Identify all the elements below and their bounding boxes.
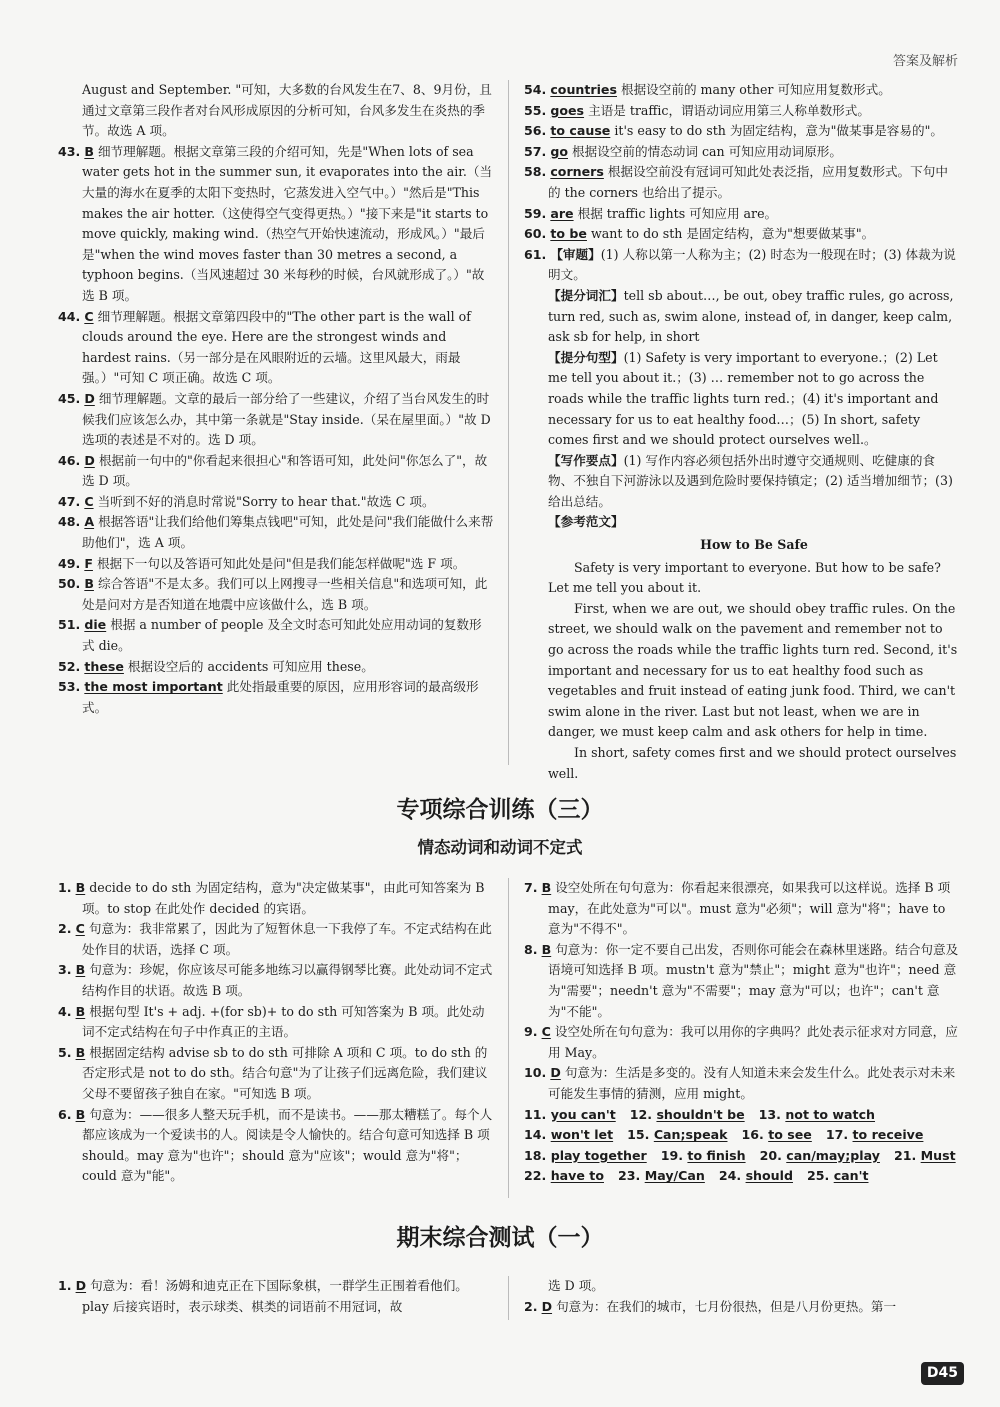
label-juxing: 【提分句型】 <box>548 349 624 365</box>
cihui-block <box>524 286 960 348</box>
explanation-text: 根据设空前的情态动词 can 可知应用动词原形。 <box>572 143 842 159</box>
answer-key: shouldn't be <box>656 1106 745 1122</box>
item-number: 7. <box>524 880 538 895</box>
left-column-section3 <box>58 1276 494 1317</box>
item-number: 57. <box>524 143 547 159</box>
answer-item <box>58 142 494 307</box>
explanation-text: 细节理解题。文章的最后一部分给了一些建议，介绍了当台风发生的时候我们应该怎么办，其中第一条就是"Stay inside.（呆在屋里面。）"故 D 选项的表述是不对的。选 D 项。 <box>82 390 491 448</box>
explanation-text: 此处指最重要的原因，应用形容词的最高级形式。 <box>82 679 479 715</box>
answer-key: can/may;play <box>786 1147 880 1163</box>
explanation-text: 根据设空后的 accidents 可知应用 these。 <box>127 658 374 674</box>
item-number: 9. <box>524 1024 538 1040</box>
short-answer <box>524 1166 604 1187</box>
answer-key: B <box>75 962 86 978</box>
item-number: 8. <box>524 941 538 957</box>
answer-item <box>58 1002 494 1043</box>
answer-list <box>524 1297 960 1318</box>
answer-item <box>524 101 960 122</box>
explanation-text: want to do sth 是固定结构，意为"想要做某事"。 <box>590 226 875 242</box>
answer-key: B <box>84 576 94 592</box>
explanation-text: 综合答语"不是太多。我们可以上网搜寻一些相关信息"和选项可知，此处是问对方是否知道在地震中应该做什么，选 B 项。 <box>82 576 488 612</box>
explanation-text: 设空处所在句句意为：你看起来很漂亮，如果我可以这样说。选择 B 项 may，在此处意为"可以"。must 意为"必须"；will 意为"将"；have to 意为"不得不"。 <box>548 880 951 937</box>
answer-item <box>524 121 960 142</box>
answer-key: goes <box>550 102 585 118</box>
answer-key: B <box>75 1003 86 1019</box>
item-number: 22. <box>524 1168 547 1184</box>
answer-item <box>58 919 494 960</box>
yaodian-text: (1) 写作内容必须包括外出时遵守交通规则、吃健康的食物、不独自下河游泳以及遇到危险时要保持镇定；(2) 适当增加细节；(3) 给出总结。 <box>548 452 953 509</box>
item-number: 10. <box>524 1065 547 1081</box>
answer-item <box>524 204 960 225</box>
essay-title: How to Be Safe <box>700 537 808 553</box>
short-answer <box>661 1146 746 1167</box>
short-answer <box>894 1146 956 1167</box>
answer-item-61 <box>524 245 960 286</box>
item-number: 45. <box>58 390 81 406</box>
answer-list <box>58 878 494 1187</box>
answer-item <box>58 960 494 1001</box>
answer-item <box>58 307 494 389</box>
explanation-text: 句意为：生活是多变的。没有人知道未来会发生什么。此处表示对未来可能发生事情的猜测，应用 might。 <box>548 1065 956 1101</box>
left-column-top <box>58 80 494 718</box>
item-number: 52. <box>58 658 81 674</box>
juxing-block <box>524 348 960 451</box>
explanation-text: 根据设空前没有冠词可知此处表泛指，应用复数形式。下句中的 the corners 也给出了提示。 <box>548 164 948 200</box>
continuation-text: 选 D 项。 <box>548 1278 604 1293</box>
shenti-text: (1) 人称以第一人称为主；(2) 时态为一般现在时；(3) 体裁为说明文。 <box>548 246 956 283</box>
answer-key: countries <box>550 82 617 97</box>
explanation-text: 句意为：——很多人整天玩手机，而不是读书。——那太糟糕了。每个人都应该成为一个爱读书的人。阅读是令人愉快的。结合句意可知选择 B 项 should。may 意为"也许"；should 意为"应该"；would 意为"将"；could 意为"能"。 <box>82 1106 493 1184</box>
explanation-text: 根据句型 It's + adj. +(for sb)+ to do sth 可知答案为 B 项。此处动词不定式结构在句子中作真正的主语。 <box>82 1003 485 1040</box>
answer-list <box>58 1276 494 1317</box>
answer-key: F <box>84 555 93 571</box>
item-number: 44. <box>58 308 81 324</box>
answer-key: you can't <box>550 1106 616 1122</box>
explanation-text: 根据固定结构 advise sb to do sth 可排除 A 项和 C 项。to do sth 的否定形式是 not to do sth。结合句意"为了让孩子们远离危险，我们建议父母不要留孩子独自在家。"可知选 B 项。 <box>82 1044 488 1101</box>
section-title: 专项综合训练（三） <box>396 797 604 823</box>
answer-key: D <box>84 452 95 468</box>
explanation-text: 主语是 traffic，谓语动词应用第三人称单数形式。 <box>588 102 870 118</box>
answer-item <box>58 554 494 575</box>
item-number: 3. <box>58 962 72 978</box>
answer-item <box>58 615 494 656</box>
answer-key: should <box>745 1168 793 1184</box>
right-column-section3 <box>524 1276 960 1317</box>
item-number: 2. <box>58 921 72 937</box>
item-number: 19. <box>660 1147 684 1163</box>
item-number: 53. <box>58 679 81 695</box>
item-number: 13. <box>758 1106 781 1122</box>
label-cihui: 【提分词汇】 <box>548 287 624 303</box>
answer-key: not to watch <box>785 1106 876 1122</box>
answer-item <box>524 1063 960 1104</box>
short-answer <box>759 1105 875 1126</box>
answer-item <box>58 1276 494 1317</box>
item-number: 17. <box>825 1127 849 1143</box>
answer-key: C <box>75 921 85 937</box>
explanation-text: 句意为：在我们的城市，七月份很热，但是八月份更热。第一 <box>556 1298 897 1314</box>
item-number: 4. <box>58 1003 72 1019</box>
short-answer <box>760 1146 880 1167</box>
item-number: 1. <box>58 880 72 895</box>
answer-key: D <box>84 390 95 406</box>
answer-key: B <box>541 941 552 957</box>
essay-paragraph-3: In short, safety comes first and we should protect ourselves well. <box>548 745 957 781</box>
item-number: 49. <box>58 555 81 571</box>
answer-key: C <box>541 1024 551 1040</box>
answer-item <box>58 451 494 492</box>
label-yaodian: 【写作要点】 <box>548 452 624 468</box>
right-column-section2 <box>524 878 960 1187</box>
explanation-text: 根据前一句中的"你看起来很担心"和答语可知，此处问"你怎么了"，故选 D 项。 <box>82 452 488 489</box>
answer-item <box>58 1105 494 1187</box>
explanation-text: 根据 traffic lights 可知应用 are。 <box>577 205 778 221</box>
item-number: 61. <box>524 246 547 262</box>
answer-item <box>58 657 494 678</box>
answer-key: B <box>75 880 86 895</box>
cihui-text: tell sb about…, be out, obey traffic rules, go across, turn red, such as, swim alone, instead of, in danger, keep calm, ask sb for help, in short <box>548 287 954 345</box>
answer-key: to receive <box>852 1127 924 1143</box>
continuation-text: August and September. "可知，大多数的台风发生在7、8、9月份，且通过文章第三段作者对台风形成原因的分析可知，台风多发生在炎热的季节。故选 A 项。 <box>82 82 492 139</box>
explanation-text: 句意为：我非常累了，因此为了短暂休息一下我停了车。不定式结构在此处作目的状语，选择 C 项。 <box>82 921 492 957</box>
answer-key: won't let <box>550 1127 614 1143</box>
explanation-text: 句意为：珍妮，你应该尽可能多地练习以赢得钢琴比赛。此处动词不定式结构作目的状语。故选 B 项。 <box>82 962 493 998</box>
explanation-text: 设空处所在句句意为：我可以用你的字典吗？此处表示征求对方同意，应用 May。 <box>548 1024 958 1060</box>
answer-key: B <box>75 1044 86 1060</box>
answer-row <box>524 1125 960 1146</box>
answer-item <box>58 574 494 615</box>
answer-key: B <box>541 880 552 895</box>
answer-key: these <box>84 658 124 674</box>
answer-key: D <box>550 1065 561 1081</box>
item-number: 11. <box>524 1106 547 1122</box>
answer-row <box>524 1105 960 1126</box>
column-divider-section3 <box>508 1276 509 1320</box>
answer-key: can't <box>833 1168 869 1184</box>
answer-key: to be <box>550 226 587 242</box>
answer-item <box>58 878 494 919</box>
answer-item <box>524 940 960 1022</box>
item-number: 5. <box>58 1044 72 1060</box>
answer-key: Can;speak <box>653 1127 728 1143</box>
item-number: 2. <box>524 1298 538 1314</box>
answer-item <box>524 1297 960 1318</box>
answer-key: to see <box>768 1127 812 1143</box>
item-number: 15. <box>627 1127 650 1143</box>
explanation-text: 细节理解题。根据文章第四段中的"The other part is the wall of clouds around the eye. Here are the strongest winds and hardest rains.（另一部分是在风眼附近的云墙。这里风最大，雨最强。）"可知 C 项正确。故选 C 项。 <box>82 308 471 386</box>
essay-paragraph-1: Safety is very important to everyone. But how to be safe? Let me tell you about it. <box>548 559 941 596</box>
short-answer <box>630 1105 745 1126</box>
explanation-text: 根据 a number of people 及全文时态可知此处应用动词的复数形式 die。 <box>82 617 482 654</box>
answer-item <box>58 492 494 513</box>
short-answer <box>826 1125 924 1146</box>
page-header: 答案及解析 <box>892 54 958 69</box>
item-number: 24. <box>718 1168 742 1184</box>
explanation-text: 句意为：你一定不要自己出发，否则你可能会在森林里迷路。结合句意及语境可知选择 B 项。mustn't 意为"禁止"；might 意为"也许"；need 意为"需要"；needn't 意为"不需要"；may 意为"可以；也许"；can't 意为"不能"。 <box>548 941 959 1019</box>
item-number: 47. <box>58 493 81 509</box>
explanation-text: 当听到不好的消息时常说"Sorry to hear that."故选 C 项。 <box>97 493 435 509</box>
column-divider-top <box>508 80 509 765</box>
item-number: 50. <box>58 576 81 592</box>
short-answer <box>807 1166 869 1187</box>
answer-row <box>524 1166 960 1187</box>
short-answer <box>741 1125 811 1146</box>
explanation-text: 句意为：看！汤姆和迪克正在下国际象棋，一群学生正围着看他们。play 后接宾语时，表示球类、棋类的词语前不用冠词，故 <box>82 1278 468 1314</box>
section-title-final: 期末综合测试（一） <box>396 1225 604 1251</box>
item-number: 56. <box>524 123 547 139</box>
explanation-text: 根据设空前的 many other 可知应用复数形式。 <box>620 82 891 97</box>
item-number: 16. <box>741 1127 764 1143</box>
fanwen-block <box>524 512 960 533</box>
item-number: 48. <box>58 514 81 530</box>
answer-item <box>524 224 960 245</box>
answer-key: May/Can <box>644 1168 705 1184</box>
item-number: 14. <box>524 1127 547 1143</box>
label-fanwen: 【参考范文】 <box>548 514 624 530</box>
answer-item <box>58 389 494 451</box>
answer-key: A <box>84 514 95 530</box>
item-number: 23. <box>617 1168 641 1184</box>
item-number: 18. <box>524 1147 547 1163</box>
answer-key: play together <box>550 1147 647 1163</box>
explanation-text: 细节理解题。根据文章第三段的介绍可知，先是"When lots of sea water gets hot in the summer sun, it evaporates into the air.（当大量的海水在夏季的太阳下变热时，它蒸发进入空气中。）"然后是"This makes the air hotter.（这使得空气变得更热。）"接下来是"it starts to move quickly, making wind.（热空气开始快速流动，形成风。）"最后是"when the wind moves faster than 30 metres a second, a typhoon begins.（当风速超过 30 米每秒的时候，台风就形成了。）"故选 B 项。 <box>82 143 493 303</box>
answer-key: D <box>541 1298 553 1314</box>
answer-row <box>524 1146 960 1167</box>
right-column-top <box>524 80 960 784</box>
short-answer <box>524 1105 616 1126</box>
item-number: 60. <box>524 226 547 242</box>
column-divider-section2 <box>508 878 509 1198</box>
answer-item <box>524 142 960 163</box>
answer-key: B <box>84 143 94 159</box>
answer-list <box>524 878 960 1105</box>
answer-item <box>58 512 494 553</box>
answer-key: C <box>84 308 94 324</box>
section-subtitle: 情态动词和动词不定式 <box>417 838 583 857</box>
item-number: 1. <box>58 1278 72 1293</box>
item-number: 58. <box>524 164 547 180</box>
answer-key: the most important <box>84 679 223 695</box>
short-answer <box>618 1166 705 1187</box>
left-column-section2 <box>58 878 494 1187</box>
answer-key: B <box>75 1106 86 1122</box>
item-number: 25. <box>806 1168 830 1184</box>
item-number: 46. <box>58 452 81 468</box>
item-number: 59. <box>524 205 547 221</box>
answer-key: corners <box>550 164 604 180</box>
item-number: 21. <box>893 1147 917 1163</box>
explanation-text: decide to do sth 为固定结构，意为"决定做某事"，由此可知答案为 B 项。to stop 在此处作 decided 的宾语。 <box>82 880 485 916</box>
essay <box>524 535 960 784</box>
answer-key: C <box>84 493 94 509</box>
answer-key: to finish <box>687 1147 746 1163</box>
answer-item <box>524 878 960 940</box>
answer-item <box>524 1022 960 1063</box>
answer-key: to cause <box>550 123 611 139</box>
page-number: D45 <box>921 1362 964 1385</box>
explanation-text: 根据下一句以及答语可知此处是问"但是我们能怎样做呢"选 F 项。 <box>96 555 466 571</box>
answer-item <box>58 677 494 718</box>
answer-key: die <box>84 617 107 633</box>
answer-key: D <box>75 1278 87 1293</box>
answer-list <box>58 142 494 719</box>
item-number: 54. <box>524 82 547 97</box>
answer-list <box>524 80 960 245</box>
answer-key: Must <box>920 1147 956 1163</box>
yaodian-block <box>524 451 960 513</box>
item-number: 43. <box>58 143 81 159</box>
item-number: 20. <box>759 1147 782 1163</box>
essay-paragraph-2: First, when we are out, we should obey traffic rules. On the street, we should walk on the pavement and remember not to go across the roads while the traffic lights turn red. Second, it's important and necessary for us to eat healthy food such as vegetables and fruit instead of eating junk food. Third, we can't swim alone in the river. Last but not least, when we are in danger, we must keep calm and ask others for help in time. <box>548 600 958 740</box>
answer-item <box>524 80 960 101</box>
fill-in-answers <box>524 1105 960 1187</box>
answer-key: have to <box>550 1168 604 1184</box>
short-answer <box>627 1125 727 1146</box>
answer-item <box>58 1043 494 1105</box>
juxing-text: (1) Safety is very important to everyone.；(2) Let me tell you about it.；(3) … remember not to go across the roads while the traffic lights turn red.；(4) it's important and necessary for us to eat healthy food…；(5) In short, safety comes first and we should protect ourselves well.。 <box>548 349 939 448</box>
short-answer <box>524 1125 613 1146</box>
item-number: 6. <box>58 1106 72 1122</box>
short-answer <box>524 1146 647 1167</box>
label-shenti: 【审题】 <box>550 246 601 262</box>
item-number: 55. <box>524 102 547 118</box>
explanation-text: 根据答语"让我们给他们筹集点钱吧"可知，此处是问"我们能做什么来帮助他们"，选 A 项。 <box>82 514 494 551</box>
explanation-text: it's easy to do sth 为固定结构，意为"做某事是容易的"。 <box>614 123 943 139</box>
item-number: 12. <box>629 1106 653 1122</box>
item-number: 51. <box>58 617 81 633</box>
short-answer <box>719 1166 793 1187</box>
answer-key: go <box>550 143 568 159</box>
answer-item <box>524 162 960 203</box>
answer-key: are <box>550 205 574 221</box>
